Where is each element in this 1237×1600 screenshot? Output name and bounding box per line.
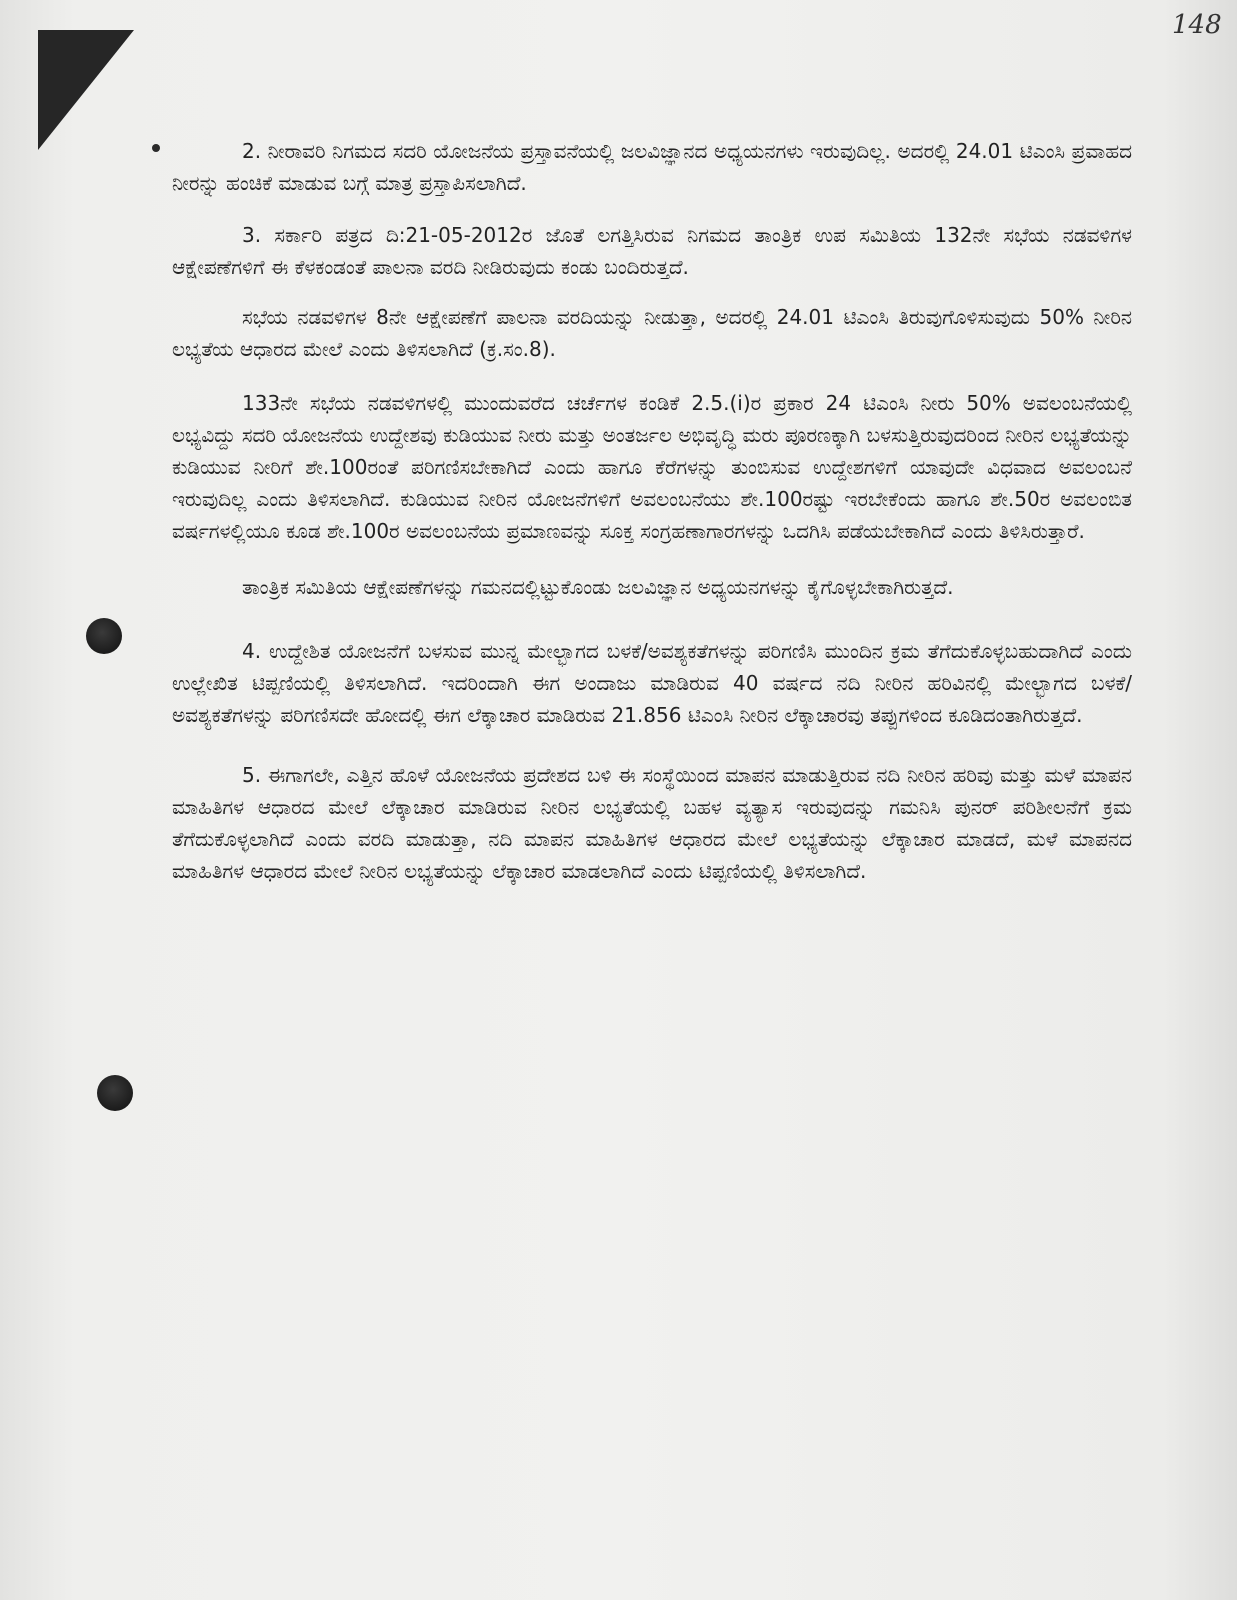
paragraph-4: 4. ಉದ್ದೇಶಿತ ಯೋಜನೆಗೆ ಬಳಸುವ ಮುನ್ನ ಮೇಲ್ಭಾಗದ ಬಳಕೆ/ಅವಶ್ಯಕತೆಗಳನ್ನು ಪರಿಗಣಿಸಿ ಮುಂದಿನ ಕ್ರಮ ತೆಗೆದುಕೊಳ್ಳಬಹುದಾಗಿದೆ ಎಂದು ಉಲ್ಲೇಖಿತ ಟಿಪ್ಪಣಿಯಲ್ಲಿ ತಿಳಿಸಲಾಗಿದೆ. ಇದರಿಂದಾಗಿ ಈಗ ಅಂದಾಜು ಮಾಡಿರುವ 40 ವರ್ಷದ ನದಿ ನೀರಿನ ಹರಿವಿನಲ್ಲಿ ಮೇಲ್ಭಾಗದ ಬಳಕೆ/ಅವಶ್ಯಕತೆಗಳನ್ನು ಪರಿಗಣಿಸದೇ ಹೋದಲ್ಲಿ ಈಗ ಲೆಕ್ಕಾಚಾರ ಮಾಡಿರುವ 21.856 ಟಿಎಂಸಿ ನೀರಿನ ಲೆಕ್ಕಾಚಾರವು ತಪ್ಪುಗಳಿಂದ ಕೂಡಿದಂತಾಗಿರುತ್ತದೆ. bbox=[172, 639, 1132, 727]
scan-dot bbox=[152, 144, 160, 152]
body-text bbox=[172, 135, 1132, 887]
paragraph-2: 2. ನೀರಾವರಿ ನಿಗಮದ ಸದರಿ ಯೋಜನೆಯ ಪ್ರಸ್ತಾವನೆಯಲ್ಲಿ ಜಲವಿಜ್ಞಾನದ ಅಧ್ಯಯನಗಳು ಇರುವುದಿಲ್ಲ. ಅದರಲ್ಲಿ 24.01 ಟಿಎಂಸಿ ಪ್ರವಾಹದ ನೀರನ್ನು ಹಂಚಿಕೆ ಮಾಡುವ ಬಗ್ಗೆ ಮಾತ್ರ ಪ್ರಸ್ತಾಪಿಸಲಾಗಿದೆ. bbox=[172, 139, 1132, 195]
paragraph-3: 3. ಸರ್ಕಾರಿ ಪತ್ರದ ದಿ:21-05-2012ರ ಜೊತೆ ಲಗತ್ತಿಸಿರುವ ನಿಗಮದ ತಾಂತ್ರಿಕ ಉಪ ಸಮಿತಿಯ 132ನೇ ಸಭೆಯ ನಡವಳಿಗಳ ಆಕ್ಷೇಪಣೆಗಳಿಗೆ ಈ ಕೆಳಕಂಡಂತೆ ಪಾಲನಾ ವರದಿ ನೀಡಿರುವುದು ಕಂಡು ಬಂದಿರುತ್ತದೆ. bbox=[172, 223, 1132, 279]
paragraph-technical-committee: ತಾಂತ್ರಿಕ ಸಮಿತಿಯ ಆಕ್ಷೇಪಣೆಗಳನ್ನು ಗಮನದಲ್ಲಿಟ್ಟುಕೊಂಡು ಜಲವಿಜ್ಞಾನ ಅಧ್ಯಯನಗಳನ್ನು ಕೈಗೊಳ್ಳಬೇಕಾಗಿರುತ್ತದೆ. bbox=[242, 575, 954, 599]
paragraph-3-followup: ಸಭೆಯ ನಡವಳಿಗಳ 8ನೇ ಆಕ್ಷೇಪಣೆಗೆ ಪಾಲನಾ ವರದಿಯನ್ನು ನೀಡುತ್ತಾ, ಅದರಲ್ಲಿ 24.01 ಟಿಎಂಸಿ ತಿರುವುಗೊಳಿಸುವುದು 50% ನೀರಿನ ಲಭ್ಯತೆಯ ಆಧಾರದ ಮೇಲೆ ಎಂದು ತಿಳಿಸಲಾಗಿದೆ (ಕ್ರ.ಸಂ.8). bbox=[172, 305, 1132, 361]
punch-hole-bottom bbox=[97, 1075, 133, 1111]
punch-hole-top bbox=[86, 618, 122, 654]
paragraph-5: 5. ಈಗಾಗಲೇ, ಎತ್ತಿನ ಹೊಳೆ ಯೋಜನೆಯ ಪ್ರದೇಶದ ಬಳಿ ಈ ಸಂಸ್ಥೆಯಿಂದ ಮಾಪನ ಮಾಡುತ್ತಿರುವ ನದಿ ನೀರಿನ ಹರಿವು ಮತ್ತು ಮಳೆ ಮಾಪನ ಮಾಹಿತಿಗಳ ಆಧಾರದ ಮೇಲೆ ಲೆಕ್ಕಾಚಾರ ಮಾಡಿರುವ ನೀರಿನ ಲಭ್ಯತೆಯಲ್ಲಿ ಬಹಳ ವ್ಯತ್ಯಾಸ ಇರುವುದನ್ನು ಗಮನಿಸಿ ಪುನರ್ ಪರಿಶೀಲನೆಗೆ ಕ್ರಮ ತೆಗೆದುಕೊಳ್ಳಲಾಗಿದೆ ಎಂದು ವರದಿ ಮಾಡುತ್ತಾ, ನದಿ ಮಾಪನ ಮಾಹಿತಿಗಳ ಆಧಾರದ ಮೇಲೆ ಲಭ್ಯತೆಯನ್ನು ಲೆಕ್ಕಾಚಾರ ಮಾಡದೆ, ಮಳೆ ಮಾಪನದ ಮಾಹಿತಿಗಳ ಆಧಾರದ ಮೇಲೆ ನೀರಿನ ಲಭ್ಯತೆಯನ್ನು ಲೆಕ್ಕಾಚಾರ ಮಾಡಲಾಗಿದೆ ಎಂದು ಟಿಪ್ಪಣಿಯಲ್ಲಿ ತಿಳಿಸಲಾಗಿದೆ. bbox=[172, 763, 1132, 883]
paragraph-133-meeting: 133ನೇ ಸಭೆಯ ನಡವಳಿಗಳಲ್ಲಿ ಮುಂದುವರೆದ ಚರ್ಚೆಗಳ ಕಂಡಿಕೆ 2.5.(i)ರ ಪ್ರಕಾರ 24 ಟಿಎಂಸಿ ನೀರು 50% ಅವಲಂಬನೆಯಲ್ಲಿ ಲಭ್ಯವಿದ್ದು ಸದರಿ ಯೋಜನೆಯ ಉದ್ದೇಶವು ಕುಡಿಯುವ ನೀರು ಮತ್ತು ಅಂತರ್ಜಲ ಅಭಿವೃದ್ಧಿ ಮರು ಪೂರಣಕ್ಕಾಗಿ ಬಳಸುತ್ತಿರುವುದರಿಂದ ನೀರಿನ ಲಭ್ಯತೆಯನ್ನು ಕುಡಿಯುವ ನೀರಿಗೆ ಶೇ.100ರಂತೆ ಪರಿಗಣಿಸಬೇಕಾಗಿದೆ ಎಂದು ಹಾಗೂ ಕೆರೆಗಳನ್ನು ತುಂಬಿಸುವ ಉದ್ದೇಶಗಳಿಗೆ ಯಾವುದೇ ವಿಧವಾದ ಅವಲಂಬನೆ ಇರುವುದಿಲ್ಲ ಎಂದು ತಿಳಿಸಲಾಗಿದೆ. ಕುಡಿಯುವ ನೀರಿನ ಯೋಜನೆಗಳಿಗೆ ಅವಲಂಬನೆಯು ಶೇ.100ರಷ್ಟು ಇರಬೇಕೆಂದು ಹಾಗೂ ಶೇ.50ರ ಅವಲಂಬಿತ ವರ್ಷಗಳಲ್ಲಿಯೂ ಕೂಡ ಶೇ.100ರ ಅವಲಂಬನೆಯ ಪ್ರಮಾಣವನ್ನು ಸೂಕ್ತ ಸಂಗ್ರಹಣಾಗಾರಗಳನ್ನು ಒದಗಿಸಿ ಪಡೆಯಬೇಕಾಗಿದೆ ಎಂದು ತಿಳಿಸಿರುತ್ತಾರೆ. bbox=[172, 391, 1132, 543]
page-number: 148 bbox=[1172, 10, 1222, 40]
corner-fold-mark bbox=[38, 30, 134, 150]
